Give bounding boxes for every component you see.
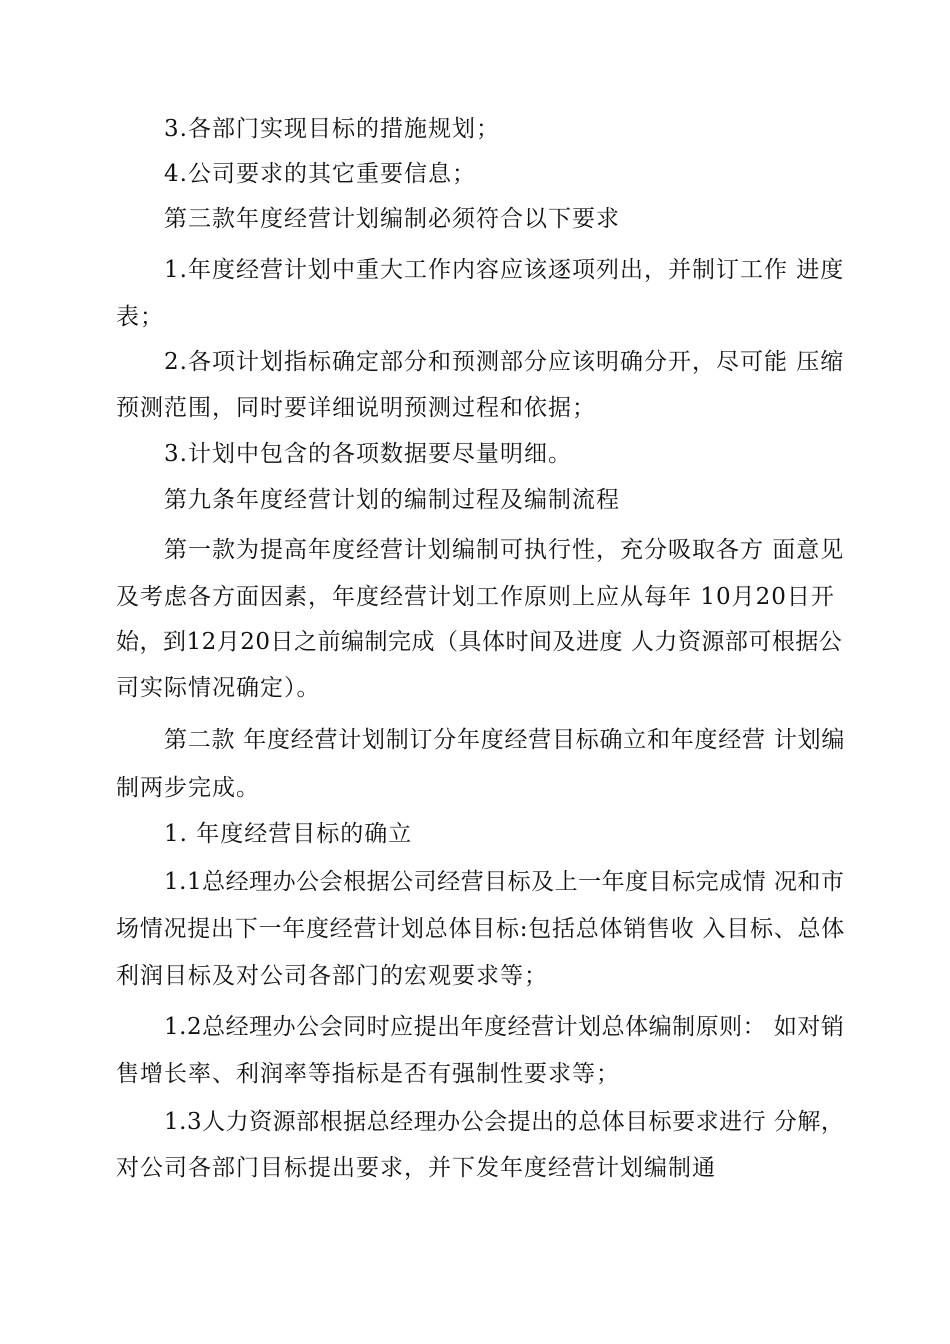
text-line-6: 2.各项计划指标确定部分和预测部分应该明确分开，尽可能 压缩 xyxy=(164,349,845,375)
text-line-14: 第二款 年度经营计划制订分年度经营目标确立和年度经营 计划编 xyxy=(164,727,846,753)
text-line-4: 1.年度经营计划中重大工作内容应该逐项列出，并制订工作 进度 xyxy=(164,257,845,283)
text-line-17: 1.1总经理办公会根据公司经营目标及上一年度目标完成情 况和市 xyxy=(164,869,845,895)
section-heading-article-9: 第九条年度经营计划的编制过程及编制流程 xyxy=(164,487,620,513)
subheading-annual-target: 1. 年度经营目标的确立 xyxy=(164,821,413,847)
text-line-13: 司实际情况确定）。 xyxy=(116,675,321,701)
text-line-5: 表； xyxy=(116,304,164,330)
text-line-21: 售增长率、利润率等指标是否有强制性要求等； xyxy=(116,1061,620,1087)
text-line-20: 1.2总经理办公会同时应提出年度经营计划总体编制原则： 如对销 xyxy=(164,1014,845,1040)
section-heading-clause-3: 第三款年度经营计划编制必须符合以下要求 xyxy=(164,206,620,232)
text-line-23: 对公司各部门目标提出要求，并下发年度经营计划编制通 xyxy=(116,1155,716,1181)
text-line-8: 3.计划中包含的各项数据要尽量明细。 xyxy=(164,441,572,467)
text-line-15: 制两步完成。 xyxy=(116,775,260,801)
text-line-18: 场情况提出下一年度经营计划总体目标:包括总体销售收 入目标、总体 xyxy=(116,916,846,942)
text-line-2: 4.公司要求的其它重要信息； xyxy=(164,161,476,187)
text-line-11: 及考虑各方面因素，年度经营计划工作原则上应从每年 10月20日开 xyxy=(116,584,835,610)
text-line-19: 利润目标及对公司各部门的宏观要求等； xyxy=(116,963,548,989)
text-line-22: 1.3人力资源部根据总经理办公会提出的总体目标要求进行 分解， xyxy=(164,1109,845,1135)
text-line-1: 3.各部门实现目标的措施规划； xyxy=(164,116,500,142)
text-line-12: 始，到12月20日之前编制完成（具体时间及进度 人力资源部可根据公 xyxy=(116,629,843,655)
text-line-7: 预测范围，同时要详细说明预测过程和依据； xyxy=(116,395,596,421)
text-line-10: 第一款为提高年度经营计划编制可执行性，充分吸取各方 面意见 xyxy=(164,537,845,563)
